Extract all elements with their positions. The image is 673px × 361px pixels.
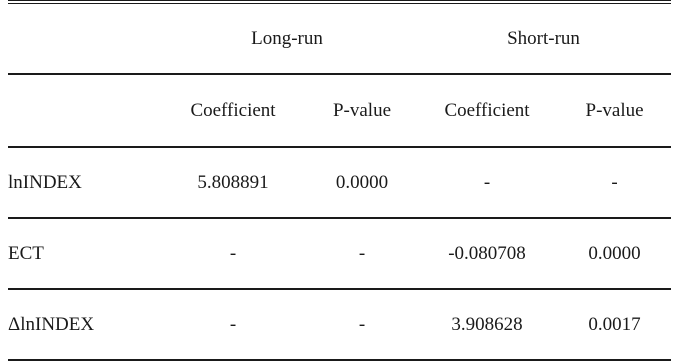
table-cell: - <box>308 218 416 289</box>
long-run-pvalue-header: P-value <box>308 74 416 147</box>
table-cell: - <box>308 289 416 360</box>
short-run-pvalue-header: P-value <box>558 74 671 147</box>
table-cell: 0.0000 <box>308 147 416 218</box>
long-run-coefficient-header: Coefficient <box>158 74 308 147</box>
table-cell: 0.0000 <box>558 218 671 289</box>
empty-corner-cell <box>8 2 158 74</box>
table-cell: 0.0017 <box>558 289 671 360</box>
row-label: ΔlnINDEX <box>8 289 158 360</box>
table-row <box>8 289 671 360</box>
table-cell: - <box>558 147 671 218</box>
table-row <box>8 218 671 289</box>
short-run-coefficient-header: Coefficient <box>416 74 558 147</box>
table-row <box>8 147 671 218</box>
long-run-header: Long-run <box>158 2 416 74</box>
table-cell: - <box>158 218 308 289</box>
table-cell: - <box>158 289 308 360</box>
header-group-row <box>8 2 671 74</box>
header-sub-row <box>8 74 671 147</box>
results-table <box>8 0 671 361</box>
empty-corner-cell <box>8 74 158 147</box>
short-run-header: Short-run <box>416 2 671 74</box>
row-label: ECT <box>8 218 158 289</box>
table-cell: 5.808891 <box>158 147 308 218</box>
table-cell: - <box>416 147 558 218</box>
row-label: lnINDEX <box>8 147 158 218</box>
table-cell: 3.908628 <box>416 289 558 360</box>
table-cell: -0.080708 <box>416 218 558 289</box>
